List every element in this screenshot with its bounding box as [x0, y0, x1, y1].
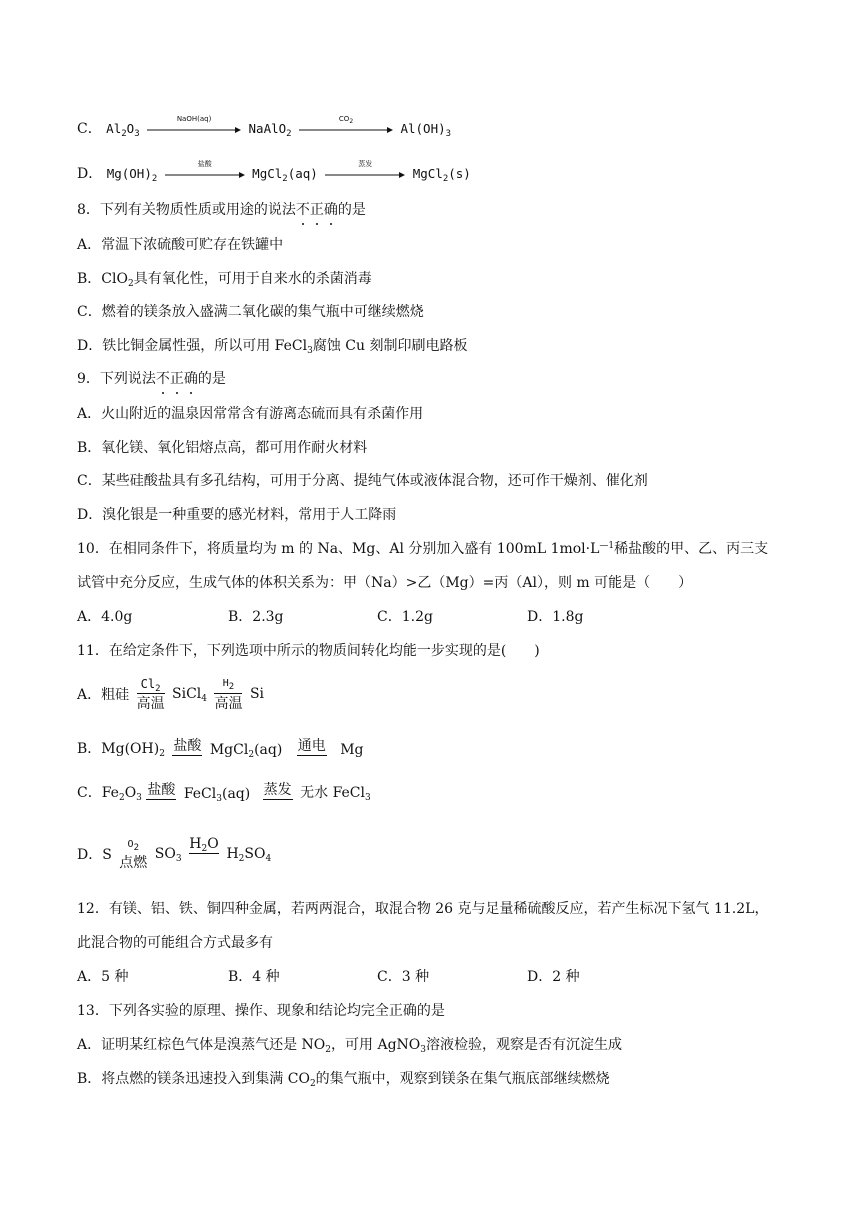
formula-aloh3: $Al(OH)_3$ [400, 121, 452, 139]
arrow-right-icon [325, 172, 405, 178]
q8-option-d: D．铁比铜金属性强，所以可用 FeCl$_3$腐蚀 Cu 刻制印刷电路板 [77, 338, 468, 356]
emphasis-char: 确 [323, 202, 338, 218]
condition-stack: 盐酸 [173, 738, 202, 754]
condition-stack: $O_2$ 点燃 [119, 839, 148, 871]
option-label: C． [77, 121, 102, 137]
q11-option-c: C．$Fe_2O_3$ 盐酸 FeCl$_3$(aq) 蒸发 无水 FeCl$_3$ [77, 782, 371, 804]
reaction-arrow [147, 115, 241, 140]
arrow-right-icon [147, 127, 241, 133]
formula-mgcl2-aq: MgCl$_2$(aq) [252, 166, 318, 184]
q11-option-b: B．$Mg(OH)_2$ 盐酸 MgCl$_2$(aq) 通电 Mg [77, 738, 364, 760]
q8-stem: 8．下列有关物质性质或用途的说法不正确的是 [77, 202, 366, 218]
emphasis-char: 不 [295, 202, 310, 218]
arrow-right-icon [299, 127, 393, 133]
q12-option-c: C．3 种 [377, 969, 430, 985]
q12-options [77, 967, 820, 989]
reaction-arrow [165, 160, 245, 185]
q12-stem-line2: 此混合物的可能组合方式最多有 [77, 935, 273, 951]
q12-stem-line1: 12．有镁、铝、铁、铜四种金属，若两两混合，取混合物 26 克与足量稀硫酸反应，若产生标况下氢气 11.2L， [77, 901, 769, 917]
q9-option-b: B．氧化镁、氧化铝熔点高，都可用作耐火材料 [77, 440, 368, 456]
emphasis-char: 正 [169, 371, 184, 387]
q10-option-a: A．4.0g [77, 609, 133, 625]
emphasis-char: 确 [183, 371, 198, 387]
q11-stem: 11．在给定条件下，下列选项中所示的物质间转化均能一步实现的是( ) [77, 643, 540, 659]
q11-option-d: D．S $O_2$ 点燃 $SO_3$ $H_2O$ $H_2SO_4$ [77, 836, 272, 871]
emphasis-char: 不 [155, 371, 170, 387]
q10-option-c: C．1.2g [377, 609, 433, 625]
q12-option-d: D．2 种 [527, 969, 580, 985]
condition-stack: $Cl_2$ 高温 [136, 677, 165, 712]
emphasis-char: 正 [309, 202, 324, 218]
condition-stack: $H_2$ 高温 [214, 678, 243, 712]
q12-option-a: A．5 种 [77, 969, 129, 985]
q10-option-b: B．2.3g [228, 609, 284, 625]
reaction-arrow [325, 160, 405, 185]
arrow-condition: 蒸发 [358, 160, 373, 168]
q8-option-b: B．ClO$_2$具有氧化性，可用于自来水的杀菌消毒 [77, 271, 372, 289]
formula-mgoh2: $Mg(OH)_2$ [106, 166, 158, 184]
q13-stem: 13．下列各实验的原理、操作、现象和结论均完全正确的是 [77, 1003, 445, 1019]
condition-stack: 盐酸 [147, 782, 176, 798]
reaction-arrow [299, 115, 393, 140]
arrow-condition: $CO_2$ [338, 115, 354, 125]
q10-stem-line1: 10．在相同条件下，将质量均为 m 的 Na、Mg、Al 分别加入盛有 100mL $1mol\cdot L^{—1}$稀盐酸的甲、乙、丙三支 [77, 541, 769, 557]
q7-option-d [77, 160, 820, 185]
q10-options [77, 607, 820, 629]
arrow-right-icon [165, 172, 245, 178]
q12-option-b: B．4 种 [228, 969, 280, 985]
q7-option-c [77, 115, 820, 140]
q13-option-a: A．证明某红棕色气体是溴蒸气还是 $NO_2$，可用 AgNO$_3$溶液检验，观察是否有沉淀生成 [77, 1037, 623, 1055]
condition-stack: 通电 [297, 738, 326, 754]
condition-stack: $H_2O$ [189, 836, 219, 854]
formula-naalo2: NaAlO$_2$ [248, 121, 292, 139]
formula-mgcl2-s: MgCl$_2$(s) [412, 166, 471, 184]
q9-option-d: D．溴化银是一种重要的感光材料，常用于人工降雨 [77, 507, 397, 523]
q10-option-d: D．1.8g [527, 609, 584, 625]
formula-al2o3: $Al_2O_3$ [106, 121, 140, 139]
q13-option-b: B．将点燃的镁条迅速投入到集满 $CO_2$的集气瓶中，观察到镁条在集气瓶底部继续燃烧 [77, 1071, 610, 1089]
q11-option-a: A．粗硅 $Cl_2$ 高温 SiCl$_4$ $H_2$ 高温 Si [77, 677, 265, 712]
q9-stem: 9．下列说法不正确的是 [77, 371, 226, 387]
q9-option-c: C．某些硅酸盐具有多孔结构，可用于分离、提纯气体或液体混合物，还可作干燥剂、催化剂 [77, 473, 648, 489]
q9-option-a: A．火山附近的温泉因常常含有游离态硫而具有杀菌作用 [77, 406, 424, 422]
arrow-condition: NaOH(aq) [176, 115, 212, 123]
q10-stem-line2: 试管中充分反应，生成气体的体积关系为：甲（Na）>乙（Mg）=丙（Al），则 m 可能是（ ） [77, 575, 693, 591]
q8-option-c: C．燃着的镁条放入盛满二氧化碳的集气瓶中可继续燃烧 [77, 304, 424, 320]
q8-option-a: A．常温下浓硫酸可贮存在铁罐中 [77, 237, 284, 253]
option-label: D． [77, 166, 103, 182]
condition-stack: 蒸发 [263, 782, 292, 798]
arrow-condition: 盐酸 [197, 160, 212, 168]
